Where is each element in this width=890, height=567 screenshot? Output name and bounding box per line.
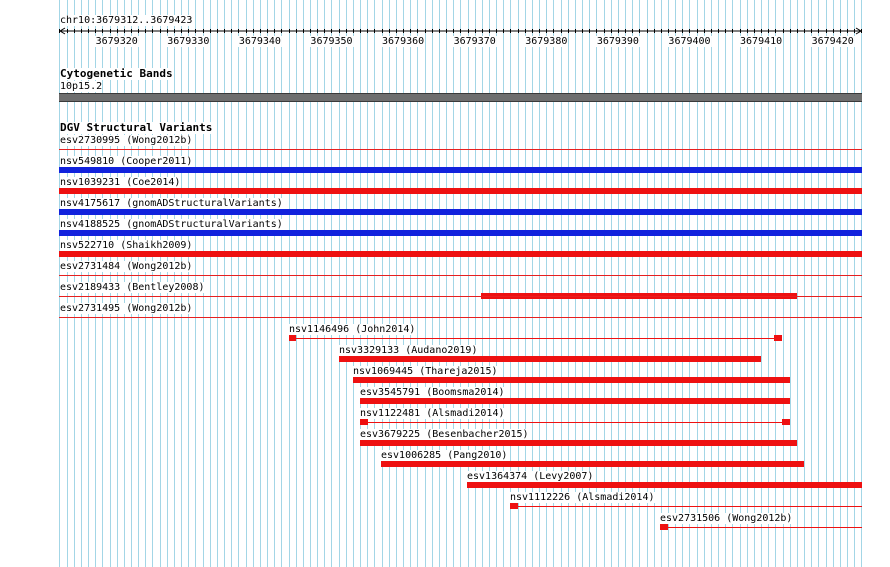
ruler-tick-label: 3679370 xyxy=(453,36,496,47)
cytoband-track-title: Cytogenetic Bands xyxy=(60,67,173,80)
variant-bar[interactable] xyxy=(59,167,862,173)
variant-bar[interactable] xyxy=(59,275,862,276)
variant-bar[interactable] xyxy=(353,377,790,383)
variant-label[interactable]: esv1364374 (Levy2007) xyxy=(467,471,594,482)
ruler-tick-label: 3679390 xyxy=(596,36,639,47)
variant-label[interactable]: nsv1112226 (Alsmadi2014) xyxy=(510,492,655,503)
variant-label[interactable]: esv2730995 (Wong2012b) xyxy=(60,135,193,146)
variant-bar[interactable] xyxy=(360,440,797,446)
variant-intron-line[interactable] xyxy=(368,422,782,423)
ruler-tick-label: 3679330 xyxy=(167,36,210,47)
ruler-tick-label: 3679380 xyxy=(525,36,568,47)
variant-label[interactable]: nsv1122481 (Alsmadi2014) xyxy=(360,408,505,419)
variant-bar[interactable] xyxy=(360,398,790,404)
ruler-tick-label: 3679420 xyxy=(811,36,854,47)
variant-label[interactable]: nsv4175617 (gnomADStructuralVariants) xyxy=(60,198,283,209)
cytoband-label: 10p15.2 xyxy=(60,81,103,92)
variant-label[interactable]: esv2189433 (Bentley2008) xyxy=(60,282,205,293)
variant-label[interactable]: nsv1069445 (Thareja2015) xyxy=(353,366,498,377)
variant-label[interactable]: nsv1039231 (Coe2014) xyxy=(60,177,181,188)
variant-bar[interactable] xyxy=(339,356,761,362)
variant-label[interactable]: esv3679225 (Besenbacher2015) xyxy=(360,429,529,440)
ruler-tick-label: 3679360 xyxy=(382,36,425,47)
variant-block[interactable] xyxy=(660,524,668,530)
variant-block[interactable] xyxy=(360,419,368,425)
variant-label[interactable]: esv3545791 (Boomsma2014) xyxy=(360,387,505,398)
cytoband-bar[interactable] xyxy=(59,93,862,102)
variant-bar[interactable] xyxy=(59,317,862,318)
variant-label[interactable]: esv1006285 (Pang2010) xyxy=(381,450,508,461)
variant-bar[interactable] xyxy=(59,251,862,257)
ruler-tick-label: 3679320 xyxy=(95,36,138,47)
dgv-track-title: DGV Structural Variants xyxy=(60,121,213,134)
variant-label[interactable]: nsv522710 (Shaikh2009) xyxy=(60,240,193,251)
variant-label[interactable]: nsv3329133 (Audano2019) xyxy=(339,345,478,356)
variant-label[interactable]: esv2731484 (Wong2012b) xyxy=(60,261,193,272)
ruler-tick-label: 3679340 xyxy=(238,36,281,47)
ruler-tick-label: 3679400 xyxy=(668,36,711,47)
variant-block[interactable] xyxy=(510,503,518,509)
variant-label[interactable]: esv2731506 (Wong2012b) xyxy=(660,513,793,524)
variant-label[interactable]: nsv549810 (Cooper2011) xyxy=(60,156,193,167)
variant-block[interactable] xyxy=(782,419,790,425)
ruler-tick-label: 3679410 xyxy=(740,36,783,47)
variant-bar[interactable] xyxy=(59,296,862,297)
variant-bar[interactable] xyxy=(381,461,804,467)
variant-intron-line[interactable] xyxy=(296,338,774,339)
variant-bar[interactable] xyxy=(59,149,862,150)
variant-bar[interactable] xyxy=(467,482,862,488)
variant-intron-line[interactable] xyxy=(518,506,862,507)
variant-label[interactable]: nsv1146496 (John2014) xyxy=(289,324,416,335)
variant-bar[interactable] xyxy=(59,230,862,236)
ruler-tick-label: 3679350 xyxy=(310,36,353,47)
variant-bar[interactable] xyxy=(59,209,862,215)
ruler-range-label: chr10:3679312..3679423 xyxy=(60,15,193,26)
variant-block[interactable] xyxy=(289,335,296,341)
variant-intron-line[interactable] xyxy=(668,527,862,528)
variant-block[interactable] xyxy=(774,335,782,341)
variant-bar[interactable] xyxy=(59,188,862,194)
variant-label[interactable]: esv2731495 (Wong2012b) xyxy=(60,303,193,314)
variant-label[interactable]: nsv4188525 (gnomADStructuralVariants) xyxy=(60,219,283,230)
